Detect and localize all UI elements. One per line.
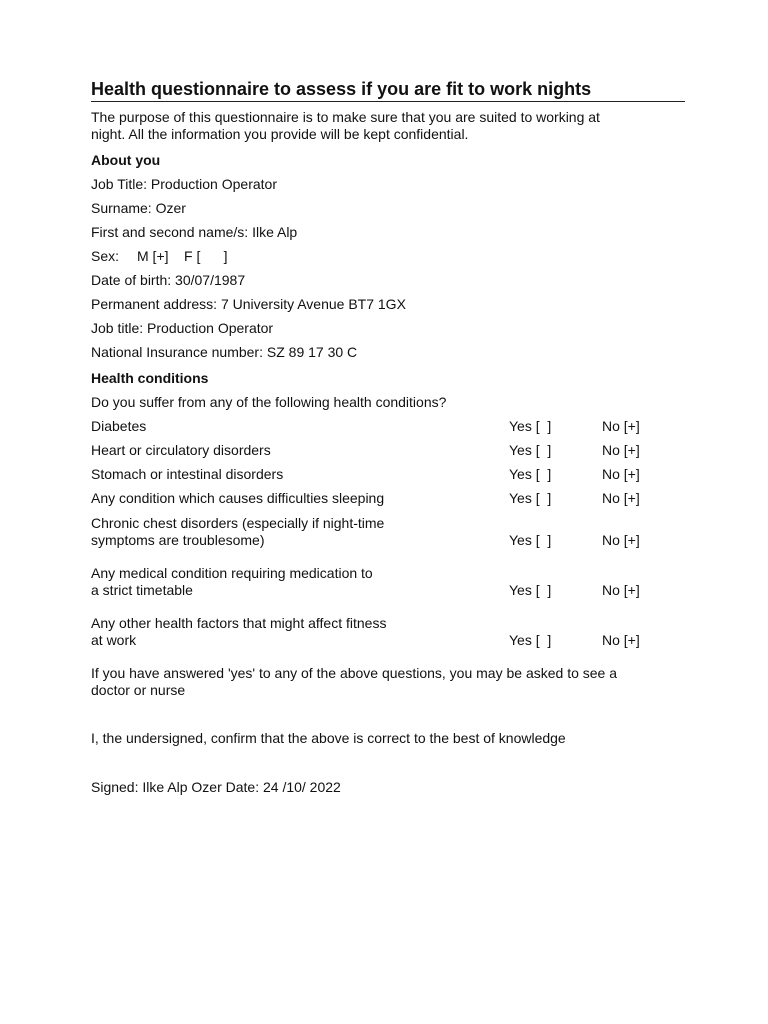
intro-line-1: The purpose of this questionnaire is to make sure that you are suited to working at [91,109,600,125]
condition-no-box: No [+] [602,582,640,598]
condition-label [91,490,509,507]
condition-no-box: No [+] [602,442,640,458]
permanent-address-field: Permanent address: 7 University Avenue BT7 1GX [91,296,406,312]
condition-yes-box: Yes [ ] [509,442,552,458]
condition-no-box: No [+] [602,632,640,648]
condition-label-line-2: symptoms are troublesome) [91,532,265,548]
condition-no-box: No [+] [602,466,640,482]
condition-row [91,515,685,549]
sex-option-f: F [ ] [184,248,228,264]
condition-row [91,466,685,483]
condition-row [91,615,685,649]
condition-label [91,615,509,649]
surname-field: Surname: Ozer [91,200,186,216]
condition-label [91,442,509,459]
condition-label [91,418,509,435]
condition-yes-box: Yes [ ] [509,582,552,598]
intro-paragraph [91,109,685,143]
job-title-field: Job Title: Production Operator [91,176,277,192]
condition-label-line-1: Any medical condition requiring medication to [91,565,373,581]
sex-field [91,248,685,265]
condition-label-line-1: Any other health factors that might affect fitness [91,615,387,631]
conditions-list [91,418,685,649]
condition-label-line-2: a strict timetable [91,582,193,598]
condition-no-box: No [+] [602,418,640,434]
condition-label-line-1: Diabetes [91,418,147,434]
national-insurance-field: National Insurance number: SZ 89 17 30 C [91,344,358,360]
condition-label-line-1: Heart or circulatory disorders [91,442,271,458]
condition-no-box: No [+] [602,532,640,548]
condition-label [91,515,509,549]
questionnaire-document [91,78,685,796]
condition-yes-box: Yes [ ] [509,532,552,548]
condition-label-line-2: at work [91,632,137,648]
condition-label-line-1: Any condition which causes difficulties sleeping [91,490,385,506]
job-title-field-2: Job title: Production Operator [91,320,274,336]
note-line-2: doctor or nurse [91,682,186,698]
condition-row [91,442,685,459]
condition-label [91,466,509,483]
sex-label: Sex: [91,248,120,264]
first-second-name-field: First and second name/s: Ilke Alp [91,224,298,240]
condition-yes-box: Yes [ ] [509,418,552,434]
condition-label [91,565,509,599]
condition-yes-box: Yes [ ] [509,632,552,648]
yes-answer-note [91,665,685,699]
condition-no-box: No [+] [602,490,640,506]
condition-row [91,490,685,507]
confirmation-statement: I, the undersigned, confirm that the above is correct to the best of knowledge [91,730,566,746]
document-title: Health questionnaire to assess if you are fit to work nights [91,78,685,102]
health-question: Do you suffer from any of the following health conditions? [91,394,447,410]
signature-line: Signed: Ilke Alp Ozer Date: 24 /10/ 2022 [91,779,341,795]
date-of-birth-field: Date of birth: 30/07/1987 [91,272,246,288]
condition-row [91,418,685,435]
condition-label-line-1: Stomach or intestinal disorders [91,466,284,482]
intro-line-2: night. All the information you provide will be kept confidential. [91,126,469,142]
about-you-heading: About you [91,152,161,168]
condition-label-line-1: Chronic chest disorders (especially if night-time [91,515,385,531]
health-conditions-heading: Health conditions [91,370,209,386]
condition-yes-box: Yes [ ] [509,490,552,506]
condition-row [91,565,685,599]
note-line-1: If you have answered 'yes' to any of the above questions, you may be asked to see a [91,665,618,681]
sex-option-m: M [+] [137,248,169,264]
condition-yes-box: Yes [ ] [509,466,552,482]
